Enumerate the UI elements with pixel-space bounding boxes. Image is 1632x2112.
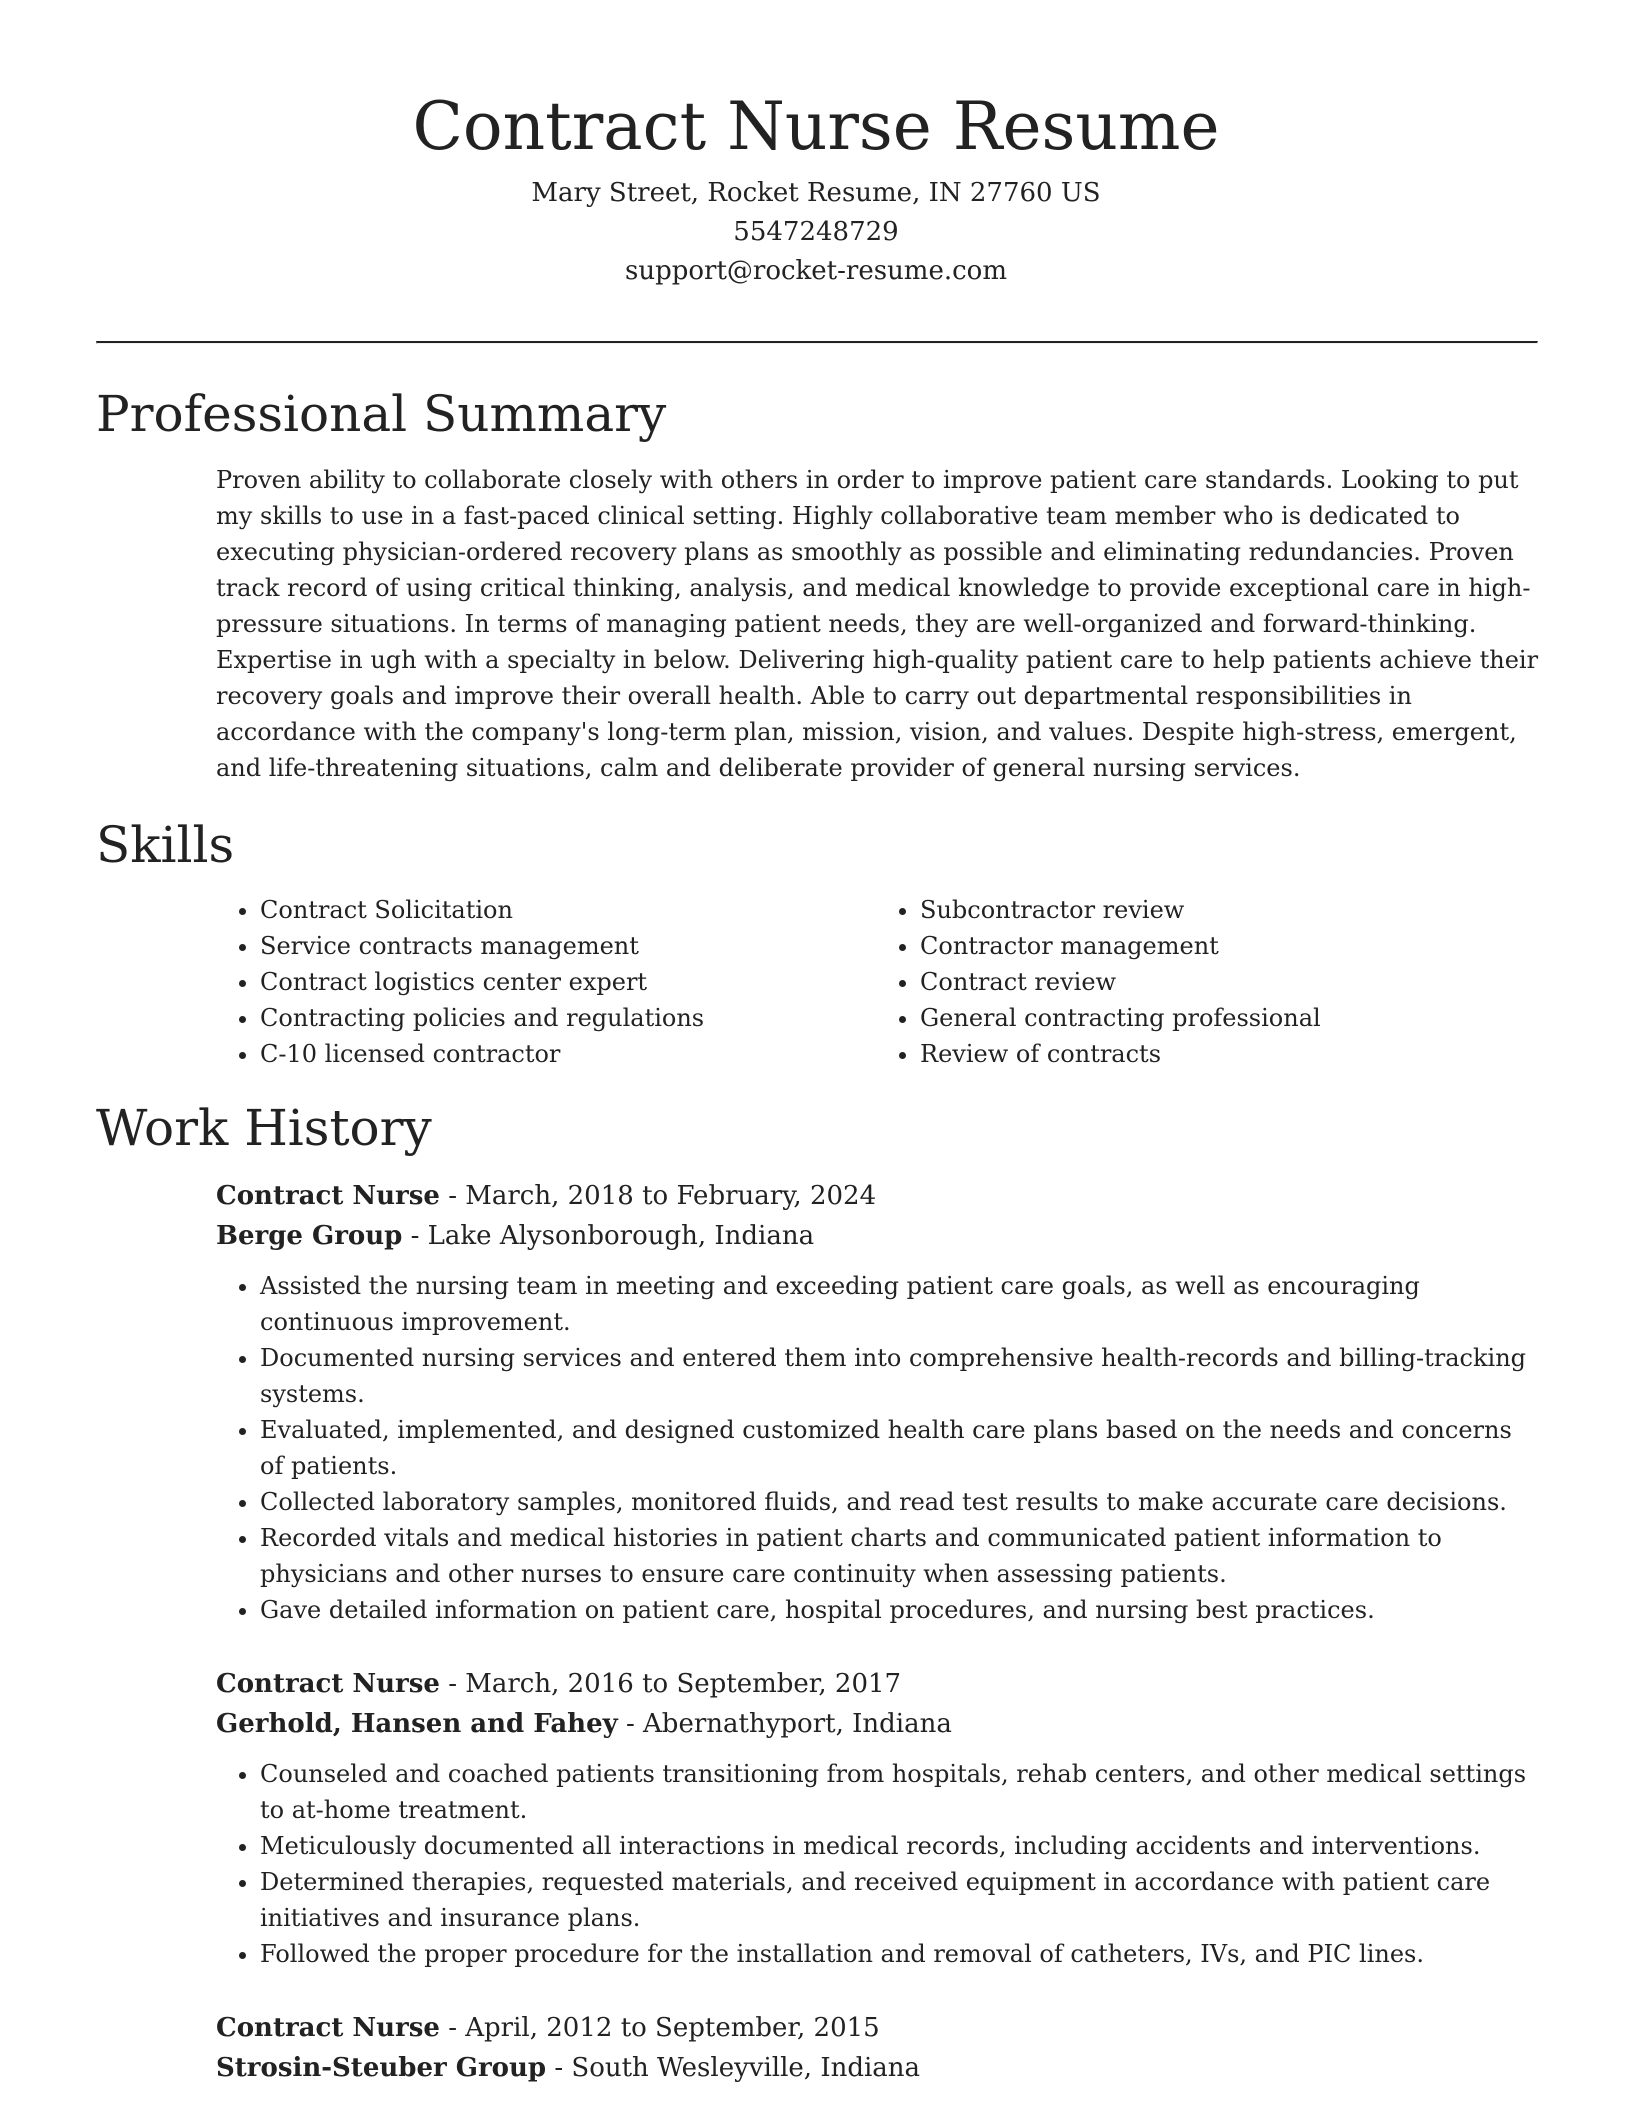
- job-bullet: • Meticulously documented all interactions in medical records, including accidents and interventions.: [260, 1828, 1536, 1864]
- skills-heading: Skills: [96, 816, 235, 874]
- job-location: - Lake Alysonborough, Indiana: [402, 1221, 815, 1251]
- job-dates: - March, 2016 to September, 2017: [439, 1669, 902, 1699]
- job-company: Strosin-Steuber Group: [216, 2053, 547, 2083]
- job-title: Contract Nurse: [216, 1181, 440, 1211]
- contact-address: Mary Street, Rocket Resume, IN 27760 US: [531, 178, 1101, 208]
- job-bullet: • Assisted the nursing team in meeting and exceeding patient care goals, as well as encouraging continuous improvement.: [260, 1268, 1536, 1340]
- job-bullet: • Recorded vitals and medical histories in patient charts and communicated patient information to physicians and other nurses to ensure care continuity when assessing patients.: [260, 1520, 1536, 1592]
- skill-item: • General contracting professional: [920, 1000, 1536, 1036]
- job-company-line: [216, 1216, 1536, 1256]
- job-bullet: • Collected laboratory samples, monitored fluids, and read test results to make accurate care decisions.: [260, 1484, 1536, 1520]
- skill-item: • Contract logistics center expert: [260, 964, 876, 1000]
- job-title: Contract Nurse: [216, 1669, 440, 1699]
- resume-title: Contract Nurse Resume: [412, 88, 1220, 165]
- job-bullet: • Followed the proper procedure for the installation and removal of catheters, IVs, and PIC lines.: [260, 1936, 1536, 1972]
- skill-item: • Review of contracts: [920, 1036, 1536, 1072]
- job-bullet: • Evaluated, implemented, and designed customized health care plans based on the needs and concerns of patients.: [260, 1412, 1536, 1484]
- skill-item: • C-10 licensed contractor: [260, 1036, 876, 1072]
- skills-column-left: [216, 892, 876, 1072]
- job-title-line: [216, 1664, 1536, 1704]
- job-bullets: [216, 1756, 1536, 1972]
- job-location: - Abernathyport, Indiana: [617, 1709, 952, 1739]
- work-history-heading: Work History: [96, 1099, 432, 1157]
- contact-phone: 5547248729: [733, 217, 899, 247]
- job-entry: [216, 1664, 1536, 1972]
- job-company-line: [216, 2048, 1536, 2088]
- skill-item: • Service contracts management: [260, 928, 876, 964]
- summary-text: Proven ability to collaborate closely with others in order to improve patient care standards. Looking to put my skills to use in a fast-paced clinical setting. Highly collaborative team member who is dedicated to executing physician-ordered recovery plans as smoothly as possible and eliminating redundancies. Proven track record of using critical thinking, analysis, and medical knowledge to provide exceptional care in high-pressure situations. In terms of managing patient needs, they are well-organized and forward-thinking. Expertise in ugh with a specialty in below. Delivering high-quality patient care to help patients achieve their recovery goals and improve their overall health. Able to carry out departmental responsibilities in accordance with the company's long-term plan, mission, vision, and values. Despite high-stress, emergent, and life-threatening situations, calm and deliberate provider of general nursing services.: [216, 466, 1539, 782]
- job-entry: [216, 1176, 1536, 1628]
- job-dates: - March, 2018 to February, 2024: [439, 1181, 877, 1211]
- job-title: Contract Nurse: [216, 2013, 440, 2043]
- header-divider: [96, 341, 1538, 344]
- job-entry: [216, 2008, 1536, 2088]
- job-company: Gerhold, Hansen and Fahey: [216, 1709, 618, 1739]
- job-company: Berge Group: [216, 1221, 403, 1251]
- job-bullet: • Gave detailed information on patient care, hospital procedures, and nursing best practices.: [260, 1592, 1536, 1628]
- skill-item: • Contract review: [920, 964, 1536, 1000]
- skills-column-right: [876, 892, 1536, 1072]
- job-bullets: [216, 1268, 1536, 1628]
- job-bullet: • Counseled and coached patients transitioning from hospitals, rehab centers, and other medical settings to at-home treatment.: [260, 1756, 1536, 1828]
- resume-header: [0, 0, 1632, 291]
- summary-heading: Professional Summary: [96, 385, 667, 443]
- skill-item: • Contracting policies and regulations: [260, 1000, 876, 1036]
- contact-email: support@rocket-resume.com: [624, 256, 1007, 286]
- job-location: - South Wesleyville, Indiana: [546, 2053, 921, 2083]
- skill-item: • Contractor management: [920, 928, 1536, 964]
- job-dates: - April, 2012 to September, 2015: [439, 2013, 880, 2043]
- skill-item: • Contract Solicitation: [260, 892, 876, 928]
- job-company-line: [216, 1704, 1536, 1744]
- job-bullet: • Documented nursing services and entered them into comprehensive health-records and billing-tracking systems.: [260, 1340, 1536, 1412]
- skills-list: [216, 892, 1536, 1072]
- skill-item: • Subcontractor review: [920, 892, 1536, 928]
- job-title-line: [216, 2008, 1536, 2048]
- job-title-line: [216, 1176, 1536, 1216]
- job-bullet: • Determined therapies, requested materials, and received equipment in accordance with patient care initiatives and insurance plans.: [260, 1864, 1536, 1936]
